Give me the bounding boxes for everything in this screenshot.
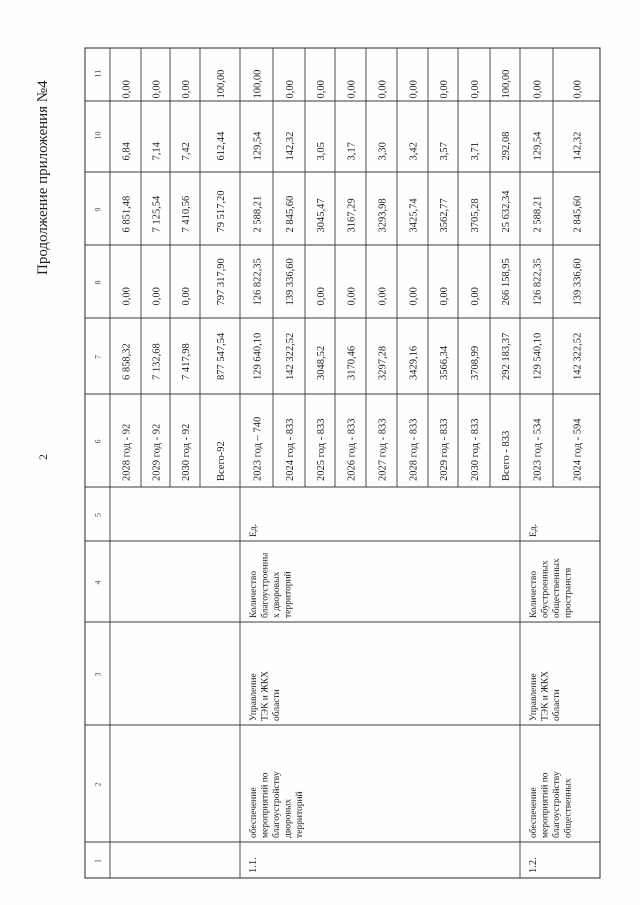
table-cell-col8: 0,00 xyxy=(151,287,163,306)
group-indicator-line: благоустроенны xyxy=(260,552,271,618)
table-cell-col6: 2024 год - 594 xyxy=(572,418,584,481)
group-unit: Ед. xyxy=(249,523,259,537)
group-executor-line: Управление xyxy=(529,673,539,721)
table-cell-col11: 0,00 xyxy=(346,80,358,99)
table-cell-col10: 7,42 xyxy=(181,142,192,161)
table-cell-col10: 142,32 xyxy=(285,131,296,161)
column-number: 11 xyxy=(93,69,103,78)
group-executor-line: Управление xyxy=(249,673,259,721)
table-cell-col6: 2030 год - 833 xyxy=(470,418,481,481)
group-name-line: дворовых xyxy=(283,798,294,838)
group-name-line: мероприятий по xyxy=(540,772,551,838)
group-number: 1.1. xyxy=(248,857,259,873)
table-cell-col9: 7 125,54 xyxy=(151,195,163,233)
table-cell-col6: 2028 год - 92 xyxy=(121,423,133,481)
table-cell-col6: 2030 год - 92 xyxy=(181,423,192,481)
table-cell-col9: 6 851,48 xyxy=(121,195,133,233)
table-cell-col10: 3,05 xyxy=(316,142,327,161)
group-indicator-line: х дворовых xyxy=(272,571,282,618)
table-cell-col7: 142 322,52 xyxy=(285,332,296,380)
table-cell-col9: 2 845,60 xyxy=(572,195,584,233)
table-cell-col7: 3048,52 xyxy=(316,345,327,380)
column-number: 4 xyxy=(93,580,103,585)
table-cell-col6: 2026 год - 833 xyxy=(346,418,358,481)
table-cell-col11: 0,00 xyxy=(439,80,450,99)
table-cell-col9: 3293,98 xyxy=(377,198,389,233)
table-cell-col7: 6 858,32 xyxy=(121,343,133,380)
table-cell-col7: 3566,34 xyxy=(439,345,450,380)
group-indicator-line: Количество xyxy=(529,570,539,618)
table-cell-col11: 0,00 xyxy=(408,80,420,99)
table-cell-col9: 2 588,21 xyxy=(532,195,544,233)
table-cell-col11: 0,00 xyxy=(121,80,133,99)
page-number: 2 xyxy=(36,454,50,460)
table-cell-col7: 129 640,10 xyxy=(252,332,264,380)
table-cell-col11: 0,00 xyxy=(316,80,327,99)
table-cell-col6: 2024 год - 833 xyxy=(285,418,296,481)
table-cell-col11: 0,00 xyxy=(181,80,192,99)
group-name-line: обеспечение xyxy=(249,787,259,838)
table-cell-col10: 142,32 xyxy=(572,131,584,161)
group-name-line: территорий xyxy=(295,791,305,838)
table-cell-col7: 7 417,98 xyxy=(181,343,192,380)
table-cell-col8: 0,00 xyxy=(346,287,358,306)
table-cell-col11: 0,00 xyxy=(285,80,296,99)
table-cell-col8: 126 822,35 xyxy=(252,258,264,306)
group-executor-line: ТЭК и ЖКХ xyxy=(540,671,551,721)
table-cell-col8: 0,00 xyxy=(181,287,192,306)
table-cell-col8: 0,00 xyxy=(439,287,450,306)
table-cell-col9: 25 632,34 xyxy=(501,190,512,233)
table-cell-col7: 142 322,52 xyxy=(572,332,584,380)
table-cell-col6: 2028 год - 833 xyxy=(408,418,420,481)
table-cell-col9: 3705,28 xyxy=(470,198,481,233)
table-cell-col10: 7,14 xyxy=(151,142,163,161)
table-cell-col8: 0,00 xyxy=(377,287,389,306)
column-number: 8 xyxy=(93,280,103,285)
table-cell-col7: 129 540,10 xyxy=(532,332,544,380)
column-number: 3 xyxy=(93,672,103,677)
table-cell-col7: 3170,46 xyxy=(346,345,358,380)
table-cell-col10: 3,57 xyxy=(439,142,450,161)
group-name-line: мероприятий по xyxy=(260,772,271,838)
table-cell-col10: 6,84 xyxy=(121,142,133,161)
table-cell-col11: 0,00 xyxy=(377,80,389,99)
table-cell-col11: 100,00 xyxy=(216,69,227,99)
table-cell-col6: 2029 год - 833 xyxy=(439,418,450,481)
table-cell-col8: 139 336,60 xyxy=(285,258,296,306)
table-cell-col11: 0,00 xyxy=(572,80,584,99)
group-name-line: обеспечение xyxy=(529,787,539,838)
group-number: 1.2. xyxy=(528,857,539,873)
group-name-line: благоустройству xyxy=(272,771,282,838)
column-number: 10 xyxy=(93,131,103,140)
table-cell-col7: 877 547,54 xyxy=(216,332,227,380)
table-cell-col7: 3429,16 xyxy=(408,345,420,380)
page-heading: Продолжение приложения №4 xyxy=(35,80,51,275)
table-cell-col11: 0,00 xyxy=(151,80,163,99)
table-cell-col10: 3,30 xyxy=(377,142,389,161)
column-number: 5 xyxy=(93,513,103,517)
table-cell-col7: 292 183,37 xyxy=(501,332,512,380)
group-executor-line: области xyxy=(552,689,562,721)
table-cell-col7: 7 132,68 xyxy=(151,343,163,380)
table-cell-col11: 100,00 xyxy=(501,69,512,99)
table-cell-col8: 266 158,95 xyxy=(501,258,512,306)
table-cell-col8: 0,00 xyxy=(121,287,133,306)
column-number: 2 xyxy=(93,782,103,787)
table-cell-col6: 2025 год - 833 xyxy=(316,418,327,481)
column-number: 6 xyxy=(93,439,103,444)
table-cell-col8: 126 822,35 xyxy=(532,258,544,306)
table-cell-col6: Всего - 833 xyxy=(501,430,512,481)
table-cell-col8: 0,00 xyxy=(470,287,481,306)
table-cell-col8: 797 317,90 xyxy=(216,258,227,306)
column-number: 1 xyxy=(93,859,103,863)
table-cell-col7: 3297,28 xyxy=(377,345,389,380)
table-cell-col9: 3045,47 xyxy=(316,198,327,233)
table-cell-col11: 0,00 xyxy=(470,80,481,99)
table-cell-col10: 129,54 xyxy=(532,131,544,161)
table-cell-col10: 3,42 xyxy=(408,142,420,161)
group-indicator-line: территорий xyxy=(283,571,294,618)
table-cell-col11: 0,00 xyxy=(532,80,544,99)
table-cell-col10: 292,08 xyxy=(501,131,512,161)
table-cell-col9: 2 845,60 xyxy=(285,195,296,233)
table-cell-col6: Всего-92 xyxy=(216,441,227,481)
group-name-line: благоустройству xyxy=(552,771,562,838)
table-cell-col7: 3708,99 xyxy=(470,345,481,380)
table-cell-col9: 7 410,56 xyxy=(181,195,192,233)
table-cell-col10: 3,17 xyxy=(346,142,358,161)
table-cell-col6: 2029 год - 92 xyxy=(151,423,163,481)
table-cell-col10: 129,54 xyxy=(252,131,264,161)
table-cell-col9: 2 588,21 xyxy=(252,195,264,233)
group-executor-line: области xyxy=(272,689,282,721)
table-cell-col9: 3425,74 xyxy=(408,198,420,233)
table-cell-col9: 79 517,20 xyxy=(216,190,227,233)
table-cell-col6: 2027 год - 833 xyxy=(377,418,389,481)
group-indicator-line: обустроенных xyxy=(540,560,551,618)
column-number: 9 xyxy=(93,207,103,212)
table-cell-col8: 0,00 xyxy=(316,287,327,306)
table-cell-col10: 3,71 xyxy=(470,142,481,161)
column-number: 7 xyxy=(93,355,103,359)
table-cell-col8: 139 336,60 xyxy=(572,258,584,306)
group-executor-line: ТЭК и ЖКХ xyxy=(260,671,271,721)
table-cell-col10: 612,44 xyxy=(216,131,227,161)
table-cell-col9: 3562,77 xyxy=(439,198,450,233)
table-cell-col8: 0,00 xyxy=(408,287,420,306)
group-indicator-line: пространств xyxy=(563,567,574,618)
group-unit: Ед. xyxy=(529,523,539,537)
group-indicator-line: Количество xyxy=(249,570,259,618)
table-cell-col9: 3167,29 xyxy=(346,198,358,233)
table-cell-col11: 100,00 xyxy=(252,69,264,99)
table-cell-col6: 2023 год - 534 xyxy=(532,418,544,481)
group-indicator-line: общественных xyxy=(552,558,562,618)
table-cell-col6: 2023 год – 740 xyxy=(252,416,264,481)
group-name-line: общественных xyxy=(563,778,574,838)
